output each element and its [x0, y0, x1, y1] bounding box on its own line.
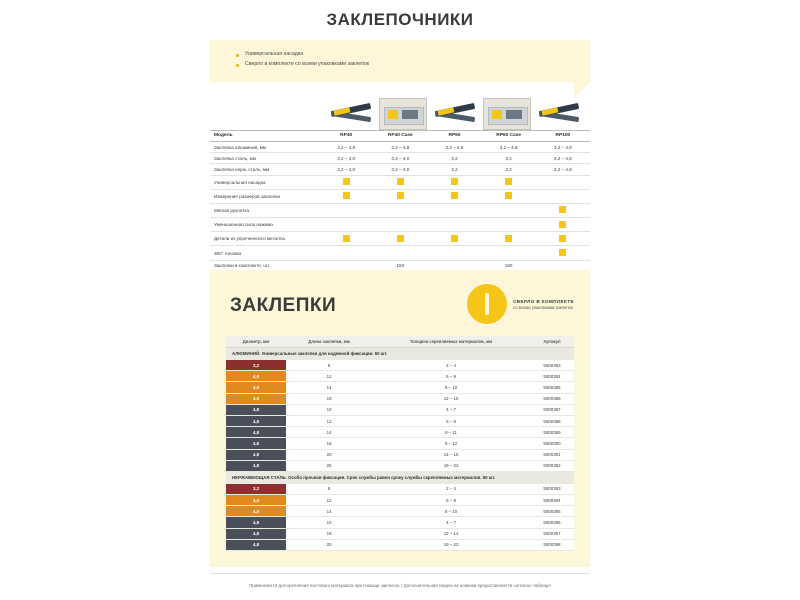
table-cell: 3,2 – 4,0: [373, 164, 427, 175]
table-row: [226, 517, 574, 528]
check-mark-icon: [559, 235, 566, 242]
check-mark-icon: [397, 178, 404, 185]
diameter-cell: 4,8: [226, 528, 286, 539]
table-row: [226, 460, 574, 471]
table-cell: [536, 189, 590, 203]
riveter-icon: [328, 100, 374, 130]
rivets-table: [226, 336, 574, 551]
table-row: [226, 360, 574, 371]
column-header: RP40: [319, 130, 373, 141]
table-cell: 8: [286, 360, 372, 371]
rivets-section: [210, 270, 590, 567]
check-mark-icon: [505, 192, 512, 199]
table-header-row: [226, 336, 574, 348]
riveters-section: [210, 10, 590, 283]
table-row: [226, 404, 574, 415]
table-cell: [482, 218, 536, 232]
row-label: Заклепки в комплекте, шт.: [210, 260, 319, 271]
divider: [210, 573, 590, 574]
table-cell: [536, 218, 590, 232]
table-cell: [373, 246, 427, 260]
column-header: Модель: [210, 130, 319, 141]
table-cell: [373, 218, 427, 232]
rivets-title: ЗАКЛЕПКИ: [230, 295, 337, 316]
product-image: [325, 96, 377, 130]
table-group-row: [226, 471, 574, 483]
table-cell: 12: [286, 495, 372, 506]
product-image: [377, 96, 429, 130]
table-row: [226, 506, 574, 517]
table-cell: 6 – 9: [372, 371, 530, 382]
drill-icon: [467, 284, 507, 324]
check-mark-icon: [559, 206, 566, 213]
diameter-cell: 4,8: [226, 460, 286, 471]
row-label: Универсальная насадка: [210, 175, 319, 189]
table-cell: [427, 175, 481, 189]
check-mark-icon: [505, 235, 512, 242]
group-title: НЕРЖАВЕЮЩАЯ СТАЛЬ. Особо прочная фиксация. Срок службы равен сроку службы скрепляемых материалов. 50 шт.: [226, 471, 574, 483]
column-header: RP100: [536, 130, 590, 141]
table-cell: 9 – 12: [372, 438, 530, 449]
diameter-cell: 4,8: [226, 517, 286, 528]
table-header-row: [210, 130, 590, 141]
table-cell: 14 – 16: [372, 449, 530, 460]
table-cell: [536, 203, 590, 217]
table-cell: [536, 246, 590, 260]
table-row: [210, 175, 590, 189]
table-cell: 2 – 4: [372, 360, 530, 371]
table-cell: 5000394: [530, 495, 574, 506]
table-cell: 150: [482, 260, 536, 271]
diameter-cell: 4,8: [226, 404, 286, 415]
table-row: [226, 371, 574, 382]
table-cell: 5000397: [530, 528, 574, 539]
table-row: [226, 449, 574, 460]
table-cell: 5000390: [530, 438, 574, 449]
table-cell: 18: [286, 528, 372, 539]
drill-included-badge: [467, 284, 574, 324]
table-cell: 4 – 7: [372, 404, 530, 415]
table-cell: [427, 189, 481, 203]
table-cell: 3,2 – 4,8: [319, 141, 373, 152]
badge-line-2: со всеми упаковками заклепок: [513, 304, 573, 310]
table-cell: 5000396: [530, 517, 574, 528]
table-cell: 12: [286, 415, 372, 426]
table-cell: 8 – 10: [372, 382, 530, 393]
table-row: [226, 438, 574, 449]
table-cell: [482, 203, 536, 217]
table-cell: [427, 203, 481, 217]
table-cell: [427, 218, 481, 232]
table-body: [226, 348, 574, 551]
page-title: ЗАКЛЕПОЧНИКИ: [326, 10, 474, 29]
table-cell: 3,2: [427, 153, 481, 164]
table-cell: 8 – 11: [372, 427, 530, 438]
table-cell: 3,2 – 4,8: [536, 153, 590, 164]
table-row: [226, 483, 574, 494]
check-mark-icon: [343, 235, 350, 242]
table-row: [226, 528, 574, 539]
diameter-cell: 4,8: [226, 427, 286, 438]
table-row: [226, 393, 574, 404]
table-row: [210, 153, 590, 164]
table-cell: 5000392: [530, 460, 574, 471]
table-cell: 12 – 14: [372, 528, 530, 539]
table-cell: [319, 232, 373, 246]
table-cell: 5000386: [530, 393, 574, 404]
table-cell: 2 – 4: [372, 483, 530, 494]
features-list: [236, 50, 576, 70]
table-cell: 25: [286, 539, 372, 550]
badge-line-1: СВЕРЛО В КОМПЛЕКТЕ: [513, 298, 574, 304]
check-mark-icon: [559, 249, 566, 256]
check-mark-icon: [343, 178, 350, 185]
table-cell: [536, 175, 590, 189]
table-cell: [482, 189, 536, 203]
table-cell: [319, 175, 373, 189]
table-cell: 3,2 – 4,0: [319, 153, 373, 164]
table-cell: 14: [286, 506, 372, 517]
table-cell: 5000391: [530, 449, 574, 460]
table-body: [210, 141, 590, 282]
row-label: Измерение размеров заклепки: [210, 189, 319, 203]
check-mark-icon: [343, 192, 350, 199]
table-cell: 16: [286, 438, 372, 449]
table-cell: 3,2: [482, 153, 536, 164]
table-cell: [373, 232, 427, 246]
table-cell: [373, 175, 427, 189]
check-mark-icon: [451, 235, 458, 242]
table-row: [226, 495, 574, 506]
column-header: Диаметр, мм: [226, 336, 286, 348]
table-cell: 3,2 – 4,8: [427, 141, 481, 152]
table-cell: 5000387: [530, 404, 574, 415]
table-cell: 5000388: [530, 415, 574, 426]
table-row: [210, 232, 590, 246]
table-cell: [373, 203, 427, 217]
table-cell: 6 – 9: [372, 495, 530, 506]
row-label: Заклепка сталь, мм: [210, 153, 319, 164]
diameter-cell: 4,8: [226, 415, 286, 426]
row-label: Уменьшенная сила нажима: [210, 218, 319, 232]
table-cell: 3,2 – 4,8: [536, 164, 590, 175]
table-cell: 3,2 – 4,0: [373, 153, 427, 164]
table-cell: 3,2: [427, 164, 481, 175]
table-cell: 19 – 22: [372, 539, 530, 550]
row-label: Мягкая рукоятка: [210, 203, 319, 217]
table-cell: [427, 232, 481, 246]
product-image: [533, 96, 585, 130]
table-cell: 25: [286, 460, 372, 471]
riveter-icon: [536, 100, 582, 130]
table-cell: [319, 218, 373, 232]
check-mark-icon: [559, 221, 566, 228]
table-cell: 150: [373, 260, 427, 271]
table-cell: [482, 175, 536, 189]
footer-note: Применяются для крепления листового материала при помощи заклепок. / Дополнительная скидка на новинки предоставляется согласно таблице!: [249, 583, 551, 588]
table-cell: 10: [286, 517, 372, 528]
diameter-cell: 3,2: [226, 360, 286, 371]
diameter-cell: 4,0: [226, 495, 286, 506]
diameter-cell: 3,2: [226, 483, 286, 494]
table-cell: 14: [286, 382, 372, 393]
diameter-cell: 4,0: [226, 506, 286, 517]
table-cell: 19 – 22: [372, 460, 530, 471]
table-row: [226, 539, 574, 550]
table-cell: 8 – 10: [372, 506, 530, 517]
table-row: [210, 164, 590, 175]
riveter-icon: [432, 100, 478, 130]
product-image: [481, 96, 533, 130]
table-cell: [373, 189, 427, 203]
table-group-row: [226, 348, 574, 360]
rivets-header: [226, 284, 574, 324]
check-mark-icon: [451, 178, 458, 185]
diameter-cell: 4,8: [226, 539, 286, 550]
table-row: [210, 218, 590, 232]
table-cell: 12 – 15: [372, 393, 530, 404]
table-cell: 3,2 – 4,8: [373, 141, 427, 152]
diameter-cell: 4,0: [226, 371, 286, 382]
table-cell: 4 – 7: [372, 517, 530, 528]
table-cell: 3,2 – 4,8: [482, 141, 536, 152]
table-cell: 8: [286, 483, 372, 494]
table-cell: 20: [286, 449, 372, 460]
row-label: Заклепка алюминий, мм: [210, 141, 319, 152]
table-cell: 10: [286, 404, 372, 415]
check-mark-icon: [397, 235, 404, 242]
list-item: Универсальная насадка: [236, 50, 576, 60]
check-mark-icon: [451, 192, 458, 199]
row-label: Заклепка нерж. сталь, мм: [210, 164, 319, 175]
riveter-case-icon: [483, 98, 531, 130]
table-row: [210, 203, 590, 217]
riveters-table: [210, 130, 590, 283]
table-row: [210, 189, 590, 203]
table-cell: 18: [286, 393, 372, 404]
table-cell: [482, 246, 536, 260]
diameter-cell: 4,8: [226, 438, 286, 449]
table-cell: 5000393: [530, 483, 574, 494]
table-cell: [482, 232, 536, 246]
table-cell: 14: [286, 427, 372, 438]
table-cell: 5000385: [530, 382, 574, 393]
table-cell: 5000398: [530, 539, 574, 550]
features-callout: [210, 40, 590, 82]
table-cell: 12: [286, 371, 372, 382]
diameter-cell: 4,0: [226, 382, 286, 393]
table-cell: [319, 203, 373, 217]
table-cell: 5000384: [530, 371, 574, 382]
table-row: [226, 415, 574, 426]
table-row: [226, 382, 574, 393]
column-header: Длина заклепки, мм: [286, 336, 372, 348]
table-row: [226, 427, 574, 438]
column-header: Толщина скрепляемых материалов, мм: [372, 336, 530, 348]
table-cell: [427, 246, 481, 260]
list-item: Сверло в комплекте со всеми упаковками заклепок: [236, 60, 576, 70]
diameter-cell: 4,0: [226, 393, 286, 404]
table-cell: 5000389: [530, 427, 574, 438]
table-row: [210, 141, 590, 152]
table-cell: 5000395: [530, 506, 574, 517]
column-header: RP60: [427, 130, 481, 141]
row-label: 360° головка: [210, 246, 319, 260]
riveter-case-icon: [379, 98, 427, 130]
table-row: [210, 246, 590, 260]
table-cell: 3,2: [482, 164, 536, 175]
product-image: [429, 96, 481, 130]
diameter-cell: 4,8: [226, 449, 286, 460]
table-cell: [536, 232, 590, 246]
table-cell: [319, 189, 373, 203]
product-image-row: [325, 96, 590, 130]
group-title: АЛЮМИНИЙ. Универсальные заклепки для надежной фиксации. 50 шт.: [226, 348, 574, 360]
column-header: RP60 Case: [482, 130, 536, 141]
table-cell: 6 – 9: [372, 415, 530, 426]
table-cell: [319, 246, 373, 260]
table-cell: 3,2 – 4,8: [536, 141, 590, 152]
table-cell: 5000383: [530, 360, 574, 371]
row-label: Детали из упрочненного металла: [210, 232, 319, 246]
check-mark-icon: [397, 192, 404, 199]
column-header: RP40 Case: [373, 130, 427, 141]
check-mark-icon: [505, 178, 512, 185]
column-header: Артикул: [530, 336, 574, 348]
table-cell: 3,2 – 4,0: [319, 164, 373, 175]
